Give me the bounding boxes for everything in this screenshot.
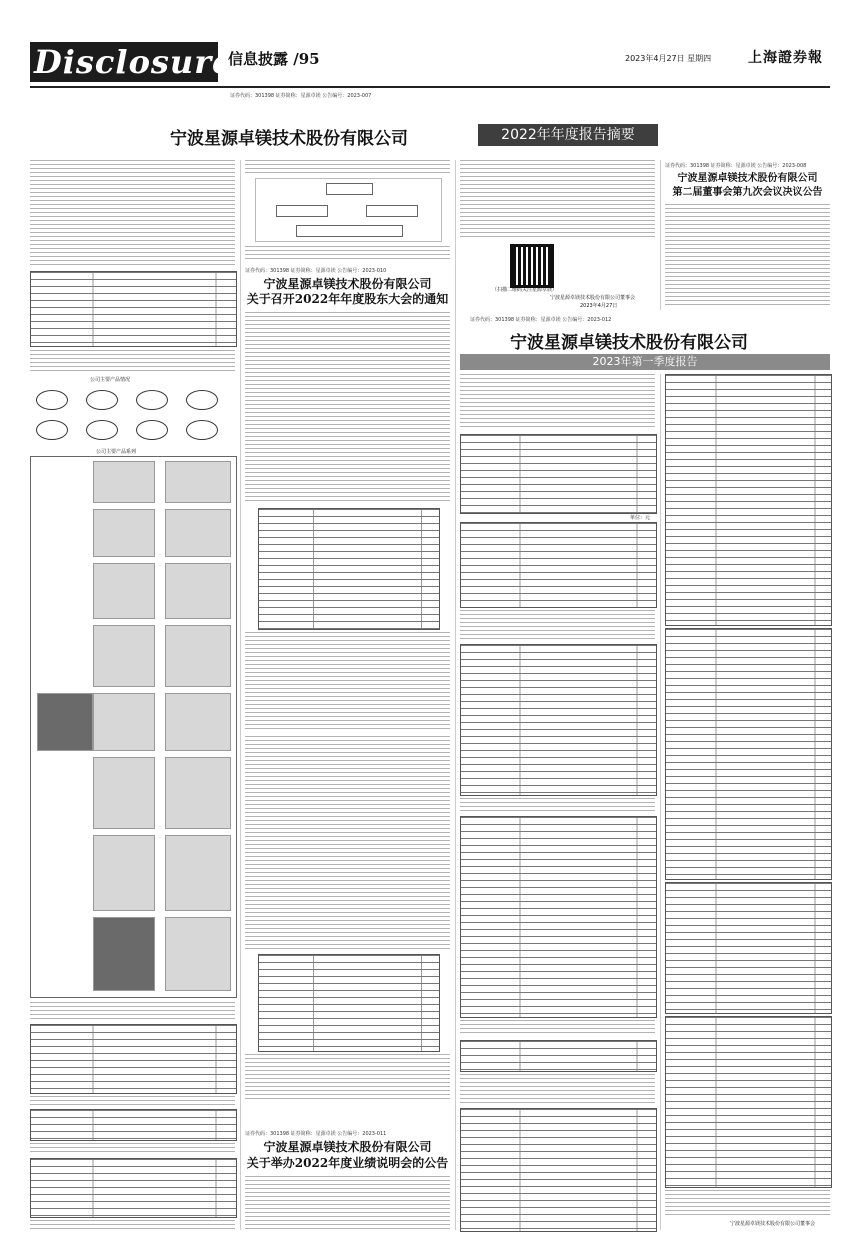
annual-text-block-6	[30, 1220, 235, 1230]
quarterly-shareholders-table	[460, 816, 657, 1018]
chart-node	[366, 205, 418, 217]
section-logo: Disclosure	[30, 42, 218, 82]
quarterly-text-block-1	[460, 374, 655, 430]
chart-caption: 公司主要产品情况	[90, 377, 131, 383]
quarterly-company: 宁波星源卓镁技术股份有限公司	[510, 333, 748, 353]
annual-financial-table	[30, 1024, 237, 1094]
tesla-logo-icon	[136, 390, 168, 410]
chart-node	[326, 183, 373, 195]
ford-logo-icon	[36, 390, 68, 410]
product-photo	[93, 757, 155, 829]
quarterly-balance-sheet-table	[460, 1108, 657, 1232]
bmw-logo-icon	[36, 420, 68, 440]
meeting-text-block-2	[245, 632, 450, 732]
unit-label: 单位：元	[630, 515, 651, 521]
quarterly-assets-table	[665, 374, 832, 626]
chart-node	[296, 225, 403, 237]
meeting-text-block	[245, 312, 450, 504]
quarterly-restricted-table	[460, 1040, 657, 1072]
quarterly-signature: 宁波星源卓镁技术股份有限公司董事会	[730, 1221, 816, 1227]
annual-text-block-3	[30, 1002, 235, 1020]
product-image-table	[30, 456, 237, 998]
quarterly-text-block-2	[460, 610, 655, 640]
section-name: 信息披露 /95	[228, 50, 320, 68]
board-codes: 证券代码：301398 证券简称：星源卓镁 公告编号：2023-008	[665, 163, 807, 169]
quarterly-text-block-3	[460, 798, 655, 812]
annual-quarterly-table	[30, 1109, 237, 1141]
qr-code-icon	[510, 244, 554, 288]
quarterly-codes: 证券代码：301398 证券简称：星源卓镁 公告编号：2023-012	[470, 317, 612, 323]
column-rule	[455, 160, 456, 1230]
quarterly-changes-table	[460, 644, 657, 796]
product-photo	[165, 625, 231, 687]
product-photo	[165, 917, 231, 991]
issue-date: 2023年4月27日 星期四	[625, 54, 712, 63]
quarterly-income-table	[665, 882, 832, 1014]
annual-text-col3	[460, 160, 655, 240]
product-photo	[93, 917, 155, 991]
product-photo	[93, 625, 155, 687]
chart-node	[276, 205, 328, 217]
annual-text-col2	[245, 160, 450, 174]
product-photo	[165, 693, 231, 751]
annual-company: 宁波星源卓镁技术股份有限公司	[170, 129, 408, 149]
quarterly-text-block-6	[665, 1190, 830, 1216]
brand-logo-icon	[86, 390, 118, 410]
annual-basic-info-table	[30, 271, 237, 347]
meeting-codes: 证券代码：301398 证券简称：星源卓镁 公告编号：2023-010	[245, 268, 387, 274]
board-title: 第二届董事会第九次会议决议公告	[672, 187, 823, 198]
quarterly-liabilities-table	[665, 628, 832, 880]
quarterly-text-block-5	[460, 1074, 655, 1104]
meeting-title: 关于召开2022年年度股东大会的通知	[246, 292, 449, 306]
product-photo	[93, 509, 155, 557]
quarterly-report-title: 2023年第一季度报告	[460, 354, 830, 370]
column-rule	[240, 160, 241, 1230]
newspaper-page	[30, 36, 830, 1231]
product-photo	[165, 835, 231, 911]
meeting-proxy-table	[258, 954, 440, 1052]
annual-sign-date: 2023年4月27日	[580, 303, 618, 309]
board-text-block	[665, 204, 830, 308]
annual-text-block-5	[30, 1143, 235, 1155]
quarterly-nonrecurring-table	[460, 522, 657, 608]
column-rule	[660, 374, 661, 1230]
annual-text-col2b	[245, 246, 450, 260]
quarterly-cashflow-table	[665, 1016, 832, 1188]
quarterly-text-block-4	[460, 1020, 655, 1036]
annual-text-block-4	[30, 1096, 235, 1106]
product-photo	[165, 757, 231, 829]
quarterly-main-data-table	[460, 434, 657, 514]
annual-report-title: 2022年年度报告摘要	[478, 124, 658, 146]
meeting-proposal-table	[258, 508, 440, 630]
meeting-text-block-4	[245, 1054, 450, 1102]
org-chart-diagram	[255, 178, 442, 242]
brand-logo-icon	[186, 420, 218, 440]
column-rule	[660, 160, 661, 310]
product-photo	[93, 693, 155, 751]
qr-caption: （扫描二维码关注星源卓镁）	[492, 287, 558, 293]
annual-signature: 宁波星源卓镁技术股份有限公司董事会	[550, 295, 636, 301]
meeting-company: 宁波星源卓镁技术股份有限公司	[263, 277, 432, 291]
brand-logos	[34, 388, 234, 444]
annual-text-block-1	[30, 160, 235, 265]
product-photo	[165, 509, 231, 557]
product-photo	[93, 461, 155, 503]
briefing-text-block	[245, 1176, 450, 1230]
product-table-caption: 公司主要产品系列	[96, 449, 137, 455]
briefing-title: 关于举办2022年度业绩说明会的公告	[246, 1156, 449, 1170]
paper-name: 上海證券報	[748, 50, 823, 66]
annual-codes: 证券代码：301398 证券简称：星源卓镁 公告编号：2023-007	[230, 93, 372, 99]
audi-logo-icon	[186, 390, 218, 410]
mercedes-logo-icon	[86, 420, 118, 440]
annual-text-block-2	[30, 350, 235, 374]
brand-logo-icon	[136, 420, 168, 440]
annual-shareholder-table	[30, 1158, 237, 1218]
product-photo	[37, 693, 93, 751]
product-photo	[93, 835, 155, 911]
meeting-text-block-3	[245, 736, 450, 950]
product-photo	[165, 563, 231, 619]
briefing-company: 宁波星源卓镁技术股份有限公司	[263, 1140, 432, 1154]
board-company: 宁波星源卓镁技术股份有限公司	[677, 173, 818, 184]
product-photo	[93, 563, 155, 619]
product-photo	[165, 461, 231, 503]
briefing-codes: 证券代码：301398 证券简称：星源卓镁 公告编号：2023-011	[245, 1131, 387, 1137]
masthead	[30, 36, 830, 88]
